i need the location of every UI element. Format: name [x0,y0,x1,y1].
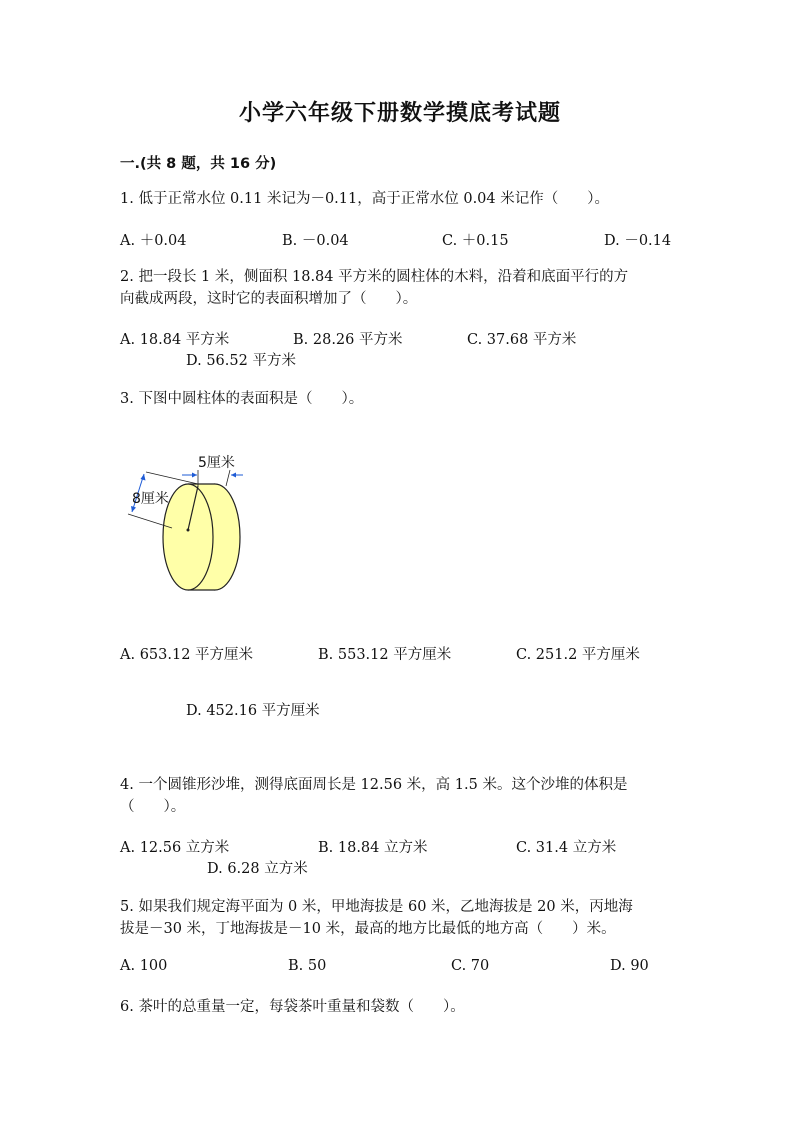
question-5-option-d: D. 90 [610,958,649,974]
question-4-stem-line-2: （ ）。 [120,799,186,815]
question-3-option-a: A. 653.12 平方厘米 [120,647,254,663]
question-2-stem-line-2: 向截成两段，这时它的表面积增加了（ ）。 [120,291,418,307]
question-2-option-c: C. 37.68 平方米 [467,332,577,348]
cylinder-figure [118,448,258,598]
question-4-option-c: C. 31.4 立方米 [516,840,617,856]
question-2-option-a: A. 18.84 平方米 [120,332,230,348]
question-2-stem-line-1: 2. 把一段长 1 米，侧面积 18.84 平方米的圆柱体的木料，沿着和底面平行的方 [120,269,629,285]
question-5-stem-line-1: 5. 如果我们规定海平面为 0 米，甲地海拔是 60 米，乙地海拔是 20 米，丙地海 [120,899,633,915]
section-header: 一.(共 8 题，共 16 分) [120,156,277,172]
question-3-stem: 3. 下图中圆柱体的表面积是（ ）。 [120,391,364,407]
question-3-option-c: C. 251.2 平方厘米 [516,647,640,663]
question-4-option-a: A. 12.56 立方米 [120,840,230,856]
question-1-option-c: C. ＋0.15 [442,233,509,249]
question-5-option-c: C. 70 [451,958,490,974]
question-5-stem-line-2: 拔是－30 米，丁地海拔是－10 米，最高的地方比最低的地方高（ ）米。 [120,921,616,937]
diameter-label: 8厘米 [132,491,169,507]
question-1-option-b: B. －0.04 [282,233,349,249]
question-6-stem: 6. 茶叶的总重量一定，每袋茶叶重量和袋数（ ）。 [120,999,465,1015]
question-5-option-b: B. 50 [288,958,327,974]
cylinder-front-face [163,484,213,590]
question-4-stem-line-1: 4. 一个圆锥形沙堆，测得底面周长是 12.56 米，高 1.5 米。这个沙堆的体积是 [120,777,628,793]
question-4-option-b: B. 18.84 立方米 [318,840,428,856]
question-4-option-d: D. 6.28 立方米 [207,861,308,877]
question-1-option-a: A. ＋0.04 [120,233,187,249]
question-5-option-a: A. 100 [120,958,168,974]
question-3-option-b: B. 553.12 平方厘米 [318,647,452,663]
question-1-option-d: D. －0.14 [604,233,672,249]
question-3-option-d: D. 452.16 平方厘米 [186,703,320,719]
question-2-option-d: D. 56.52 平方米 [186,353,296,369]
width-label: 5厘米 [198,455,235,471]
page-title: 小学六年级下册数学摸底考试题 [238,101,561,126]
question-1-stem: 1. 低于正常水位 0.11 米记为－0.11，高于正常水位 0.04 米记作（ ）。 [120,191,609,207]
cylinder-diagram [118,448,258,598]
question-2-option-b: B. 28.26 平方米 [293,332,403,348]
